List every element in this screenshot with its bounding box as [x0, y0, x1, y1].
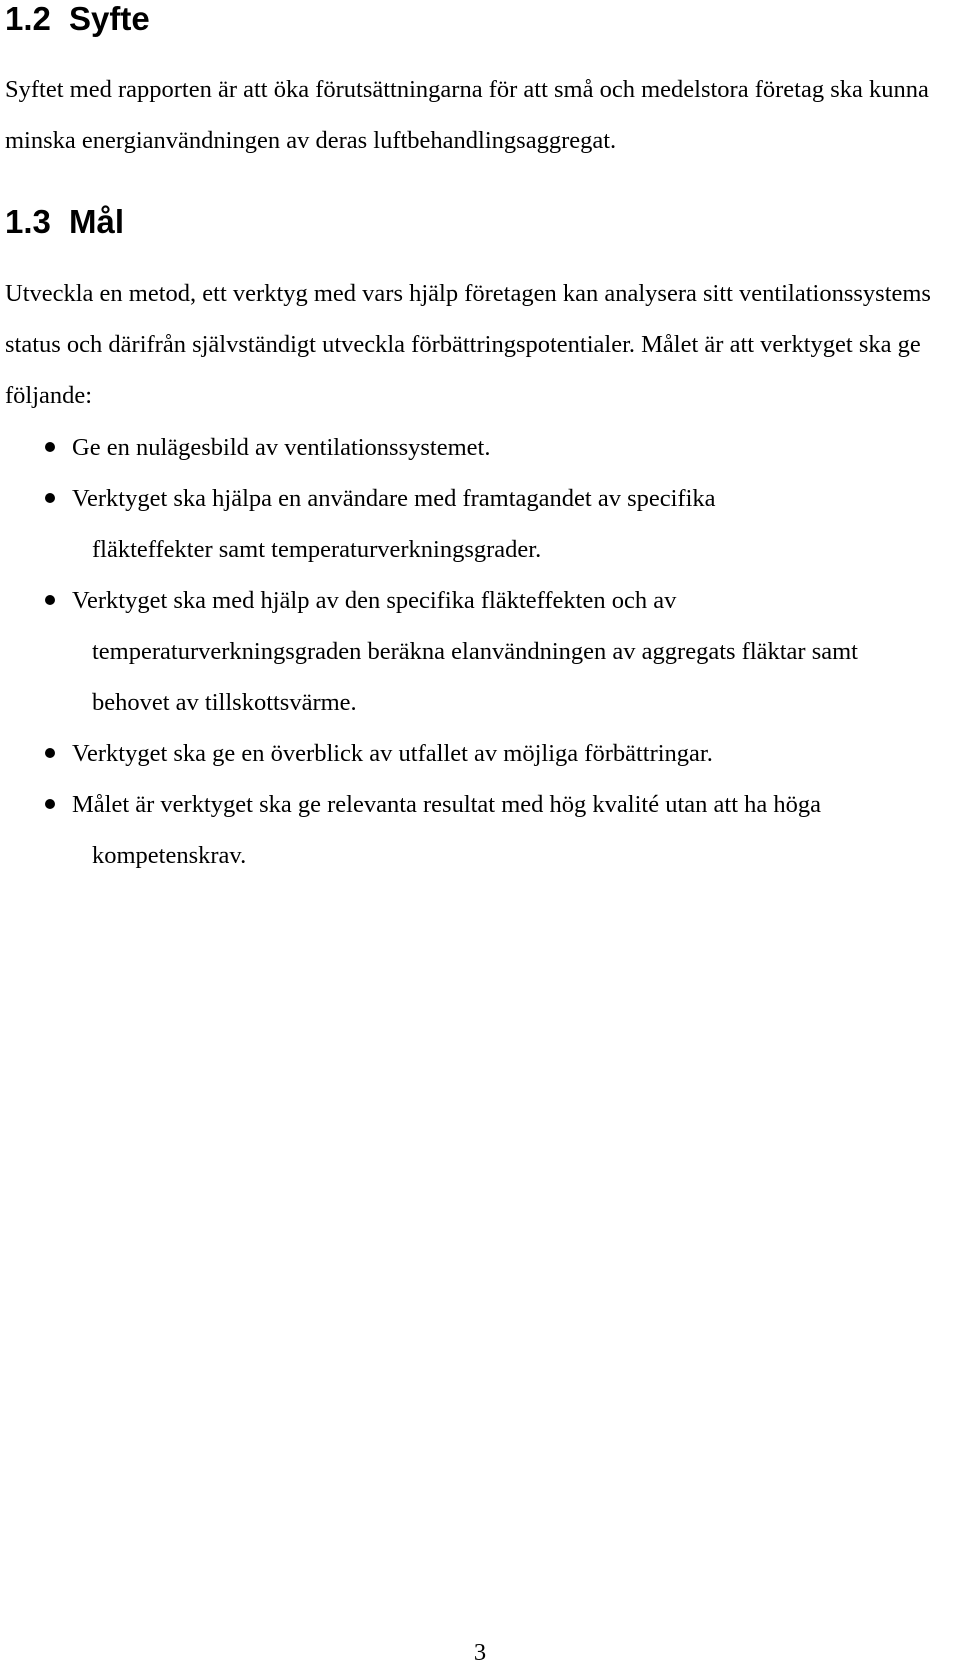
list-item: [0, 779, 956, 881]
bullet-icon: [45, 595, 55, 605]
list-item: [0, 728, 956, 779]
list-item-text: Verktyget ska med hjälp av den specifika fläkteffekten och av: [72, 587, 677, 614]
section-title: Mål: [69, 203, 125, 240]
section-heading-mal: [5, 203, 124, 241]
section-title: Syfte: [69, 0, 150, 37]
list-item-text: Målet är verktyget ska ge relevanta resultat med hög kvalité utan att ha höga: [72, 791, 822, 818]
section-number: 1.2: [5, 0, 51, 37]
list-item-continuation: fläkteffekter samt temperaturverkningsgrader.: [92, 536, 542, 563]
list-item-text: Ge en nulägesbild av ventilationssystemet.: [72, 434, 491, 461]
bullet-icon: [45, 442, 55, 452]
syfte-paragraph: Syftet med rapporten är att öka förutsättningarna för att små och medelstora företag ska kunna minska energianvändningen av deras luftbehandlingsaggregat.: [5, 76, 929, 154]
mal-paragraph: Utveckla en metod, ett verktyg med vars hjälp företagen kan analysera sitt ventilationssystems status och därifrån självständigt utveckla förbättringspotentialer. Målet är att verktyget ska ge följande:: [5, 280, 931, 409]
list-item-continuation: kompetenskrav.: [92, 842, 247, 869]
list-item: [0, 422, 956, 473]
section-number: 1.3: [5, 203, 51, 240]
list-item: [0, 575, 956, 728]
bullet-icon: [45, 748, 55, 758]
page-number: 3: [473, 1639, 487, 1666]
list-item-continuation: temperaturverkningsgraden beräkna elanvändningen av aggregats fläktar samt behovet av tillskottsvärme.: [92, 638, 858, 716]
section-heading-syfte: [5, 0, 150, 38]
list-item-text: Verktyget ska ge en överblick av utfallet av möjliga förbättringar.: [72, 740, 713, 767]
list-item: [0, 473, 956, 575]
bullet-icon: [45, 799, 55, 809]
goals-bullet-list: [0, 422, 960, 881]
list-item-text: Verktyget ska hjälpa en användare med framtagandet av specifika: [72, 485, 716, 512]
bullet-icon: [45, 493, 55, 503]
